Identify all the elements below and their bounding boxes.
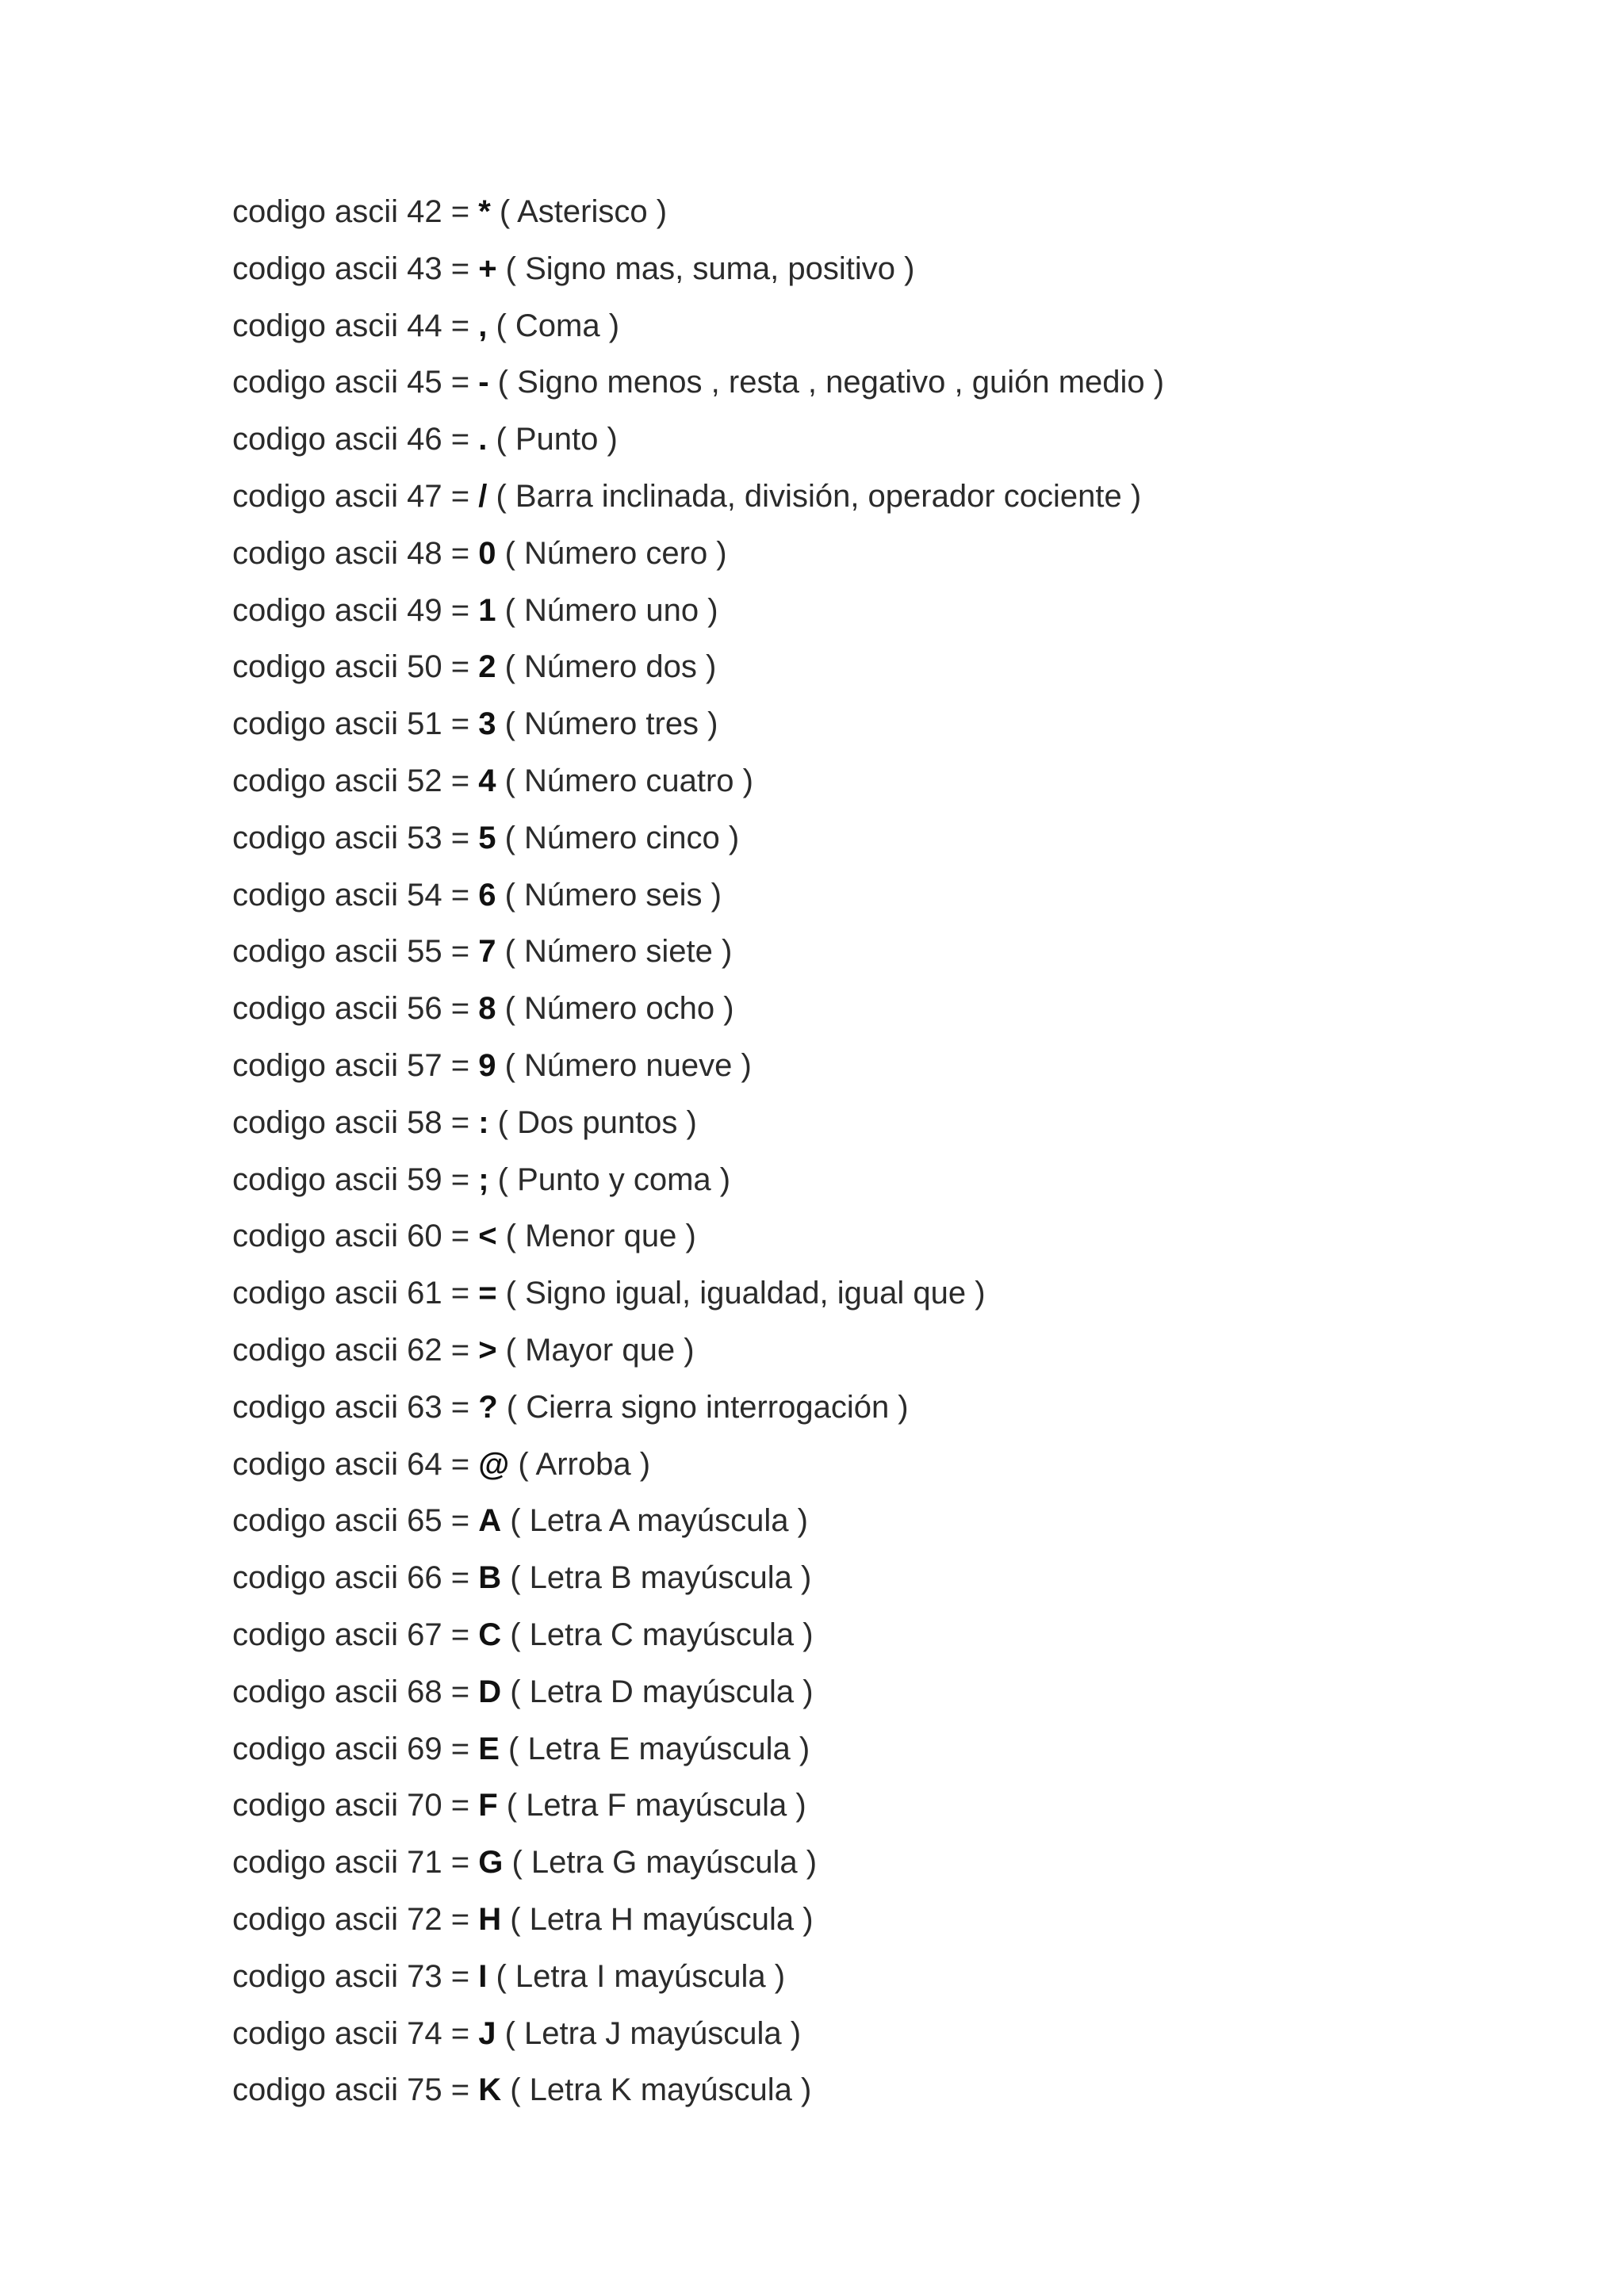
entry-prefix: codigo ascii 69 = (232, 1731, 479, 1766)
list-item (232, 1607, 1164, 1664)
entry-prefix: codigo ascii 75 = (232, 2072, 479, 2108)
list-item (232, 1949, 1164, 2006)
entry-prefix: codigo ascii 56 = (232, 991, 479, 1027)
entry-description: ( Barra inclinada, división, operador cociente ) (487, 478, 1142, 514)
entry-prefix: codigo ascii 50 = (232, 649, 479, 685)
list-item (232, 1437, 1164, 1494)
list-item (232, 981, 1164, 1038)
list-item (232, 1550, 1164, 1607)
entry-symbol: < (478, 1219, 497, 1254)
list-item (232, 1152, 1164, 1209)
list-item (232, 354, 1164, 411)
list-item (232, 1208, 1164, 1265)
list-item (232, 1322, 1164, 1380)
entry-symbol: B (478, 1560, 502, 1596)
list-item (232, 1095, 1164, 1152)
entry-prefix: codigo ascii 51 = (232, 706, 479, 742)
entry-description: ( Arroba ) (509, 1446, 651, 1482)
entry-prefix: codigo ascii 54 = (232, 877, 479, 913)
entry-description: ( Menor que ) (496, 1219, 696, 1254)
entry-prefix: codigo ascii 52 = (232, 763, 479, 798)
entry-prefix: codigo ascii 62 = (232, 1332, 479, 1368)
entry-symbol: J (478, 2015, 496, 2051)
entry-symbol: D (478, 1674, 502, 1709)
entry-description: ( Signo mas, suma, positivo ) (496, 251, 915, 286)
list-item (232, 753, 1164, 810)
entry-description: ( Letra C mayúscula ) (501, 1617, 814, 1652)
list-item (232, 810, 1164, 867)
entry-symbol: 3 (478, 706, 496, 742)
entry-symbol: F (478, 1788, 498, 1823)
entry-prefix: codigo ascii 57 = (232, 1047, 479, 1083)
entry-prefix: codigo ascii 58 = (232, 1104, 479, 1140)
entry-symbol: 0 (478, 535, 496, 571)
entry-prefix: codigo ascii 73 = (232, 1958, 479, 1994)
entry-prefix: codigo ascii 59 = (232, 1161, 479, 1197)
entry-description: ( Mayor que ) (496, 1332, 695, 1368)
entry-symbol: 7 (478, 934, 496, 970)
entry-description: ( Número ocho ) (496, 991, 734, 1027)
entry-description: ( Letra B mayúscula ) (501, 1560, 812, 1596)
entry-symbol: = (478, 1276, 497, 1311)
entry-description: ( Letra K mayúscula ) (501, 2072, 812, 2108)
entry-prefix: codigo ascii 63 = (232, 1389, 479, 1425)
entry-prefix: codigo ascii 72 = (232, 1901, 479, 1937)
entry-symbol: C (478, 1617, 502, 1652)
list-item (232, 241, 1164, 298)
list-item (232, 1892, 1164, 1949)
entry-description: ( Letra E mayúscula ) (499, 1731, 810, 1766)
entry-symbol: ? (478, 1389, 498, 1425)
entry-symbol: 2 (478, 649, 496, 685)
entry-description: ( Letra F mayúscula ) (497, 1788, 806, 1823)
entry-symbol: 5 (478, 820, 496, 855)
list-item (232, 1038, 1164, 1095)
list-item (232, 298, 1164, 355)
entry-prefix: codigo ascii 74 = (232, 2015, 479, 2051)
entry-symbol: / (478, 478, 488, 514)
list-item (232, 1493, 1164, 1550)
entry-description: ( Letra I mayúscula ) (487, 1958, 786, 1994)
entry-prefix: codigo ascii 53 = (232, 820, 479, 855)
entry-symbol: + (478, 251, 497, 286)
entry-description: ( Número uno ) (496, 592, 718, 628)
entry-prefix: codigo ascii 66 = (232, 1560, 479, 1596)
entry-symbol: H (478, 1901, 502, 1937)
entry-symbol: E (478, 1731, 500, 1766)
list-item (232, 411, 1164, 469)
list-item (232, 1777, 1164, 1835)
list-item (232, 1380, 1164, 1437)
entry-prefix: codigo ascii 70 = (232, 1788, 479, 1823)
entry-description: ( Letra A mayúscula ) (501, 1503, 808, 1539)
entry-description: ( Número nueve ) (496, 1047, 752, 1083)
entry-description: ( Asterisco ) (490, 194, 668, 229)
entry-prefix: codigo ascii 61 = (232, 1276, 479, 1311)
entry-prefix: codigo ascii 55 = (232, 934, 479, 970)
entry-prefix: codigo ascii 43 = (232, 251, 479, 286)
list-item (232, 526, 1164, 583)
list-item (232, 184, 1164, 241)
entry-symbol: 9 (478, 1047, 496, 1083)
entry-description: ( Letra G mayúscula ) (503, 1845, 818, 1881)
entry-symbol: - (478, 365, 489, 400)
entry-symbol: I (478, 1958, 488, 1994)
entry-prefix: codigo ascii 42 = (232, 194, 479, 229)
entry-description: ( Signo menos , resta , negativo , guión medio ) (488, 365, 1165, 400)
list-item (232, 924, 1164, 981)
entry-prefix: codigo ascii 48 = (232, 535, 479, 571)
entry-prefix: codigo ascii 65 = (232, 1503, 479, 1539)
list-item (232, 469, 1164, 526)
entry-symbol: @ (478, 1446, 510, 1482)
entry-symbol: A (478, 1503, 502, 1539)
list-item (232, 1265, 1164, 1322)
list-item (232, 1835, 1164, 1892)
entry-description: ( Número dos ) (496, 649, 717, 685)
list-item (232, 696, 1164, 753)
entry-symbol: . (478, 422, 488, 457)
entry-prefix: codigo ascii 60 = (232, 1219, 479, 1254)
entry-description: ( Punto y coma ) (488, 1161, 731, 1197)
list-item (232, 1664, 1164, 1721)
entry-symbol: ; (478, 1161, 489, 1197)
entry-description: ( Cierra signo interrogación ) (497, 1389, 909, 1425)
entry-prefix: codigo ascii 44 = (232, 308, 479, 343)
entry-symbol: , (478, 308, 488, 343)
entry-prefix: codigo ascii 47 = (232, 478, 479, 514)
entry-description: ( Número cuatro ) (496, 763, 753, 798)
entry-symbol: > (478, 1332, 497, 1368)
entry-prefix: codigo ascii 71 = (232, 1845, 479, 1881)
entry-description: ( Signo igual, igualdad, igual que ) (496, 1276, 986, 1311)
entry-symbol: : (478, 1104, 489, 1140)
entry-description: ( Número tres ) (496, 706, 718, 742)
list-item (232, 639, 1164, 696)
entry-description: ( Dos puntos ) (488, 1104, 697, 1140)
entry-description: ( Número siete ) (496, 934, 733, 970)
list-item (232, 867, 1164, 924)
entry-description: ( Número cero ) (496, 535, 727, 571)
entry-symbol: * (478, 194, 491, 229)
entry-description: ( Letra H mayúscula ) (501, 1901, 814, 1937)
entry-prefix: codigo ascii 68 = (232, 1674, 479, 1709)
ascii-code-list (232, 184, 1164, 2119)
entry-description: ( Número seis ) (496, 877, 722, 913)
entry-symbol: 4 (478, 763, 496, 798)
entry-prefix: codigo ascii 64 = (232, 1446, 479, 1482)
entry-prefix: codigo ascii 45 = (232, 365, 479, 400)
list-item (232, 2006, 1164, 2063)
entry-symbol: 6 (478, 877, 496, 913)
list-item (232, 1721, 1164, 1778)
entry-prefix: codigo ascii 49 = (232, 592, 479, 628)
list-item (232, 583, 1164, 640)
entry-description: ( Coma ) (487, 308, 620, 343)
entry-description: ( Número cinco ) (496, 820, 740, 855)
entry-prefix: codigo ascii 67 = (232, 1617, 479, 1652)
list-item (232, 2062, 1164, 2119)
entry-description: ( Letra D mayúscula ) (501, 1674, 814, 1709)
entry-symbol: G (478, 1845, 504, 1881)
entry-symbol: 8 (478, 991, 496, 1027)
entry-description: ( Letra J mayúscula ) (496, 2015, 802, 2051)
entry-prefix: codigo ascii 46 = (232, 422, 479, 457)
entry-symbol: K (478, 2072, 502, 2108)
entry-description: ( Punto ) (487, 422, 618, 457)
entry-symbol: 1 (478, 592, 496, 628)
